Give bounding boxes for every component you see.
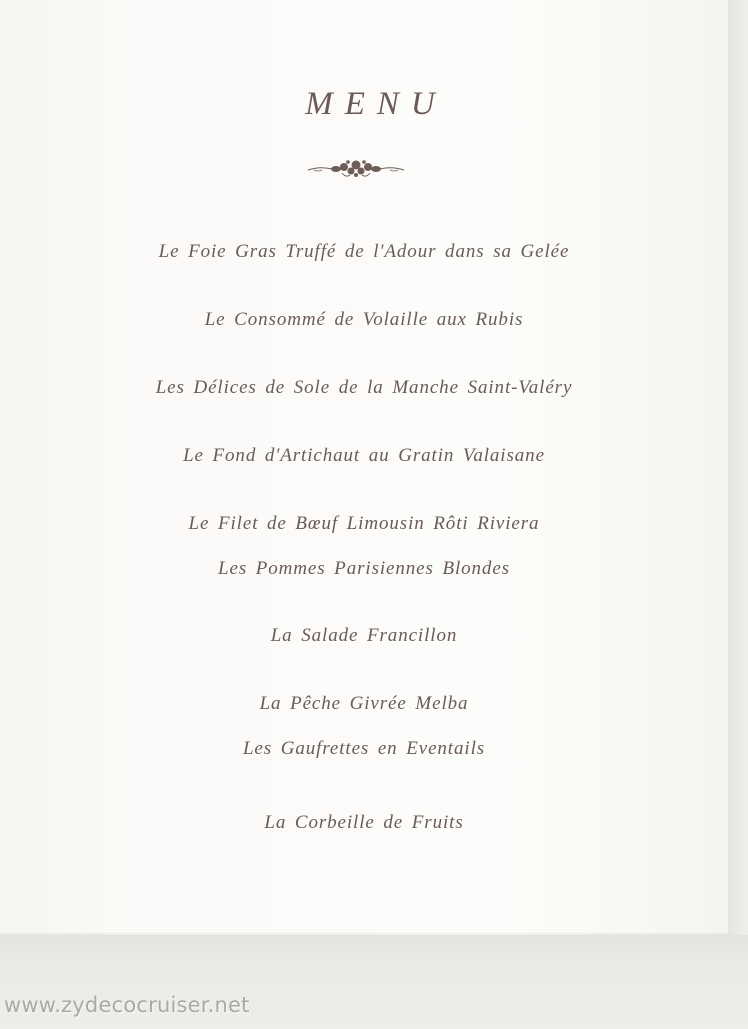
- menu-item: Le Filet de Bœuf Limousin Rôti Riviera: [188, 513, 540, 534]
- menu-title: MENU: [305, 86, 447, 122]
- page-fold-line: [0, 933, 728, 936]
- menu-item: Les Gaufrettes en Eventails: [242, 738, 486, 759]
- floral-ornament-icon: [306, 154, 406, 184]
- menu-item: La Pêche Givrée Melba: [259, 693, 469, 714]
- watermark-text: www.zydecocruiser.net: [4, 993, 250, 1017]
- menu-item: Le Fond d'Artichaut au Gratin Valaisane: [183, 445, 545, 466]
- menu-item: La Salade Francillon: [270, 625, 458, 646]
- page-edge-right: [728, 0, 748, 1029]
- menu-item: Les Délices de Sole de la Manche Saint-Valéry: [155, 377, 573, 398]
- menu-item: Le Consommé de Volaille aux Rubis: [204, 309, 524, 330]
- menu-item: Les Pommes Parisiennes Blondes: [218, 558, 510, 579]
- menu-item: La Corbeille de Fruits: [264, 812, 464, 833]
- menu-item: Le Foie Gras Truffé de l'Adour dans sa Gelée: [158, 241, 570, 262]
